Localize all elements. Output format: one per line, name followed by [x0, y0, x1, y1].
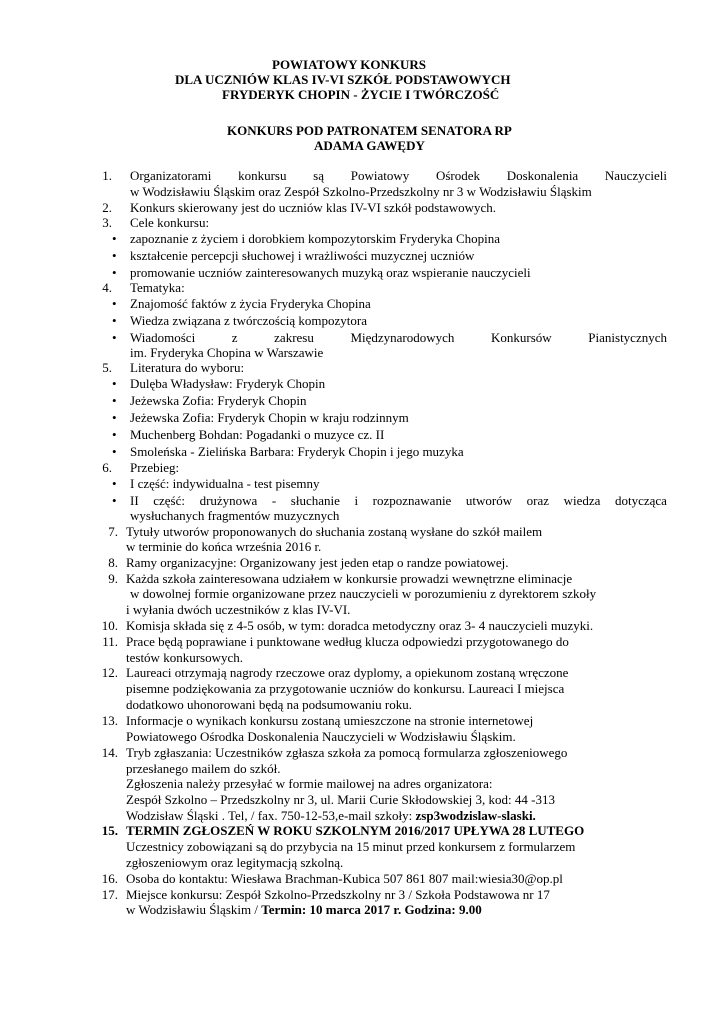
topic-2: Wiedza związana z twórczością kompozytora — [130, 313, 367, 328]
item-3: Cele konkursu: — [130, 215, 210, 230]
item-number: 2. — [102, 200, 112, 215]
item-14-line-d: Zespół Szkolno – Przedszkolny nr 3, ul. Marii Curie Skłodowskiej 3, kod: 44 -313 — [126, 792, 555, 807]
literature-4: Muchenberg Bohdan: Pogadanki o muzyce cz. II — [130, 427, 385, 442]
bullet: • — [112, 410, 117, 425]
contact-person: Osoba do kontaktu: Wiesława Brachman-Kubica 507 861 807 mail:wiesia30@op.pl — [126, 871, 563, 886]
word: dotycząca — [614, 493, 667, 508]
goal-3: promowanie uczniów zainteresowanych muzyką oraz wspieranie nauczycieli — [130, 265, 531, 280]
item-number: 9. — [108, 571, 118, 586]
item-14-line-a: Tryb zgłaszania: Uczestników zgłasza szkoła za pomocą formularza zgłoszeniowego — [126, 745, 568, 760]
bullet: • — [112, 265, 117, 280]
item-number: 14. — [101, 745, 118, 760]
bullet: • — [112, 444, 117, 459]
word: Konkursów — [491, 330, 552, 345]
word: słuchanie — [290, 493, 340, 508]
word: utworów — [465, 493, 513, 508]
item-14-line-e — [126, 808, 536, 824]
item-1-line-a — [130, 168, 667, 184]
item-7-line-a: Tytuły utworów proponowanych do słuchania zostaną wysłane do szkół mailem — [126, 524, 543, 539]
venue-text: w Wodzisławiu Śląskim / — [126, 902, 262, 917]
bullet: • — [112, 493, 117, 508]
item-number: 7. — [108, 524, 118, 539]
item-9-line-c: i wyłania dwóch uczestników z klas IV-VI. — [126, 602, 351, 617]
word: Doskonalenia — [506, 168, 579, 183]
word: drużynowa — [199, 493, 258, 508]
title-line-2: DLA UCZNIÓW KLAS IV-VI SZKÓŁ PODSTAWOWYCH — [175, 72, 511, 87]
title-line-1: POWIATOWY KONKURS — [272, 57, 426, 72]
bullet: • — [112, 476, 117, 491]
item-14-line-c: Zgłoszenia należy przesyłać w formie mailowej na adres organizatora: — [126, 776, 493, 791]
item-number: 6. — [102, 460, 112, 475]
item-12-line-b: pisemne podziękowania za przygotowanie uczniów do konkursu. Laureaci I miejsca — [126, 681, 565, 696]
item-number: 17. — [101, 887, 118, 902]
bullet: • — [112, 248, 117, 263]
topic-3-line-b: im. Fryderyka Chopina w Warszawie — [130, 345, 324, 360]
bullet: • — [112, 376, 117, 391]
item-13-line-a: Informacje o wynikach konkursu zostaną umieszczone na stronie internetowej — [126, 713, 534, 728]
event-date-time: Termin: 10 marca 2017 r. Godzina: 9.00 — [261, 902, 482, 917]
word: z — [231, 330, 238, 345]
word: są — [313, 168, 325, 183]
item-1-line-b: w Wodzisławiu Śląskim oraz Zespół Szkolno-Przedszkolny nr 3 w Wodzisławiu Śląskim — [130, 184, 592, 199]
item-7-line-b: w terminie do końca września 2016 r. — [126, 539, 322, 554]
school-email: zsp3wodzislaw-slaski. — [415, 808, 536, 823]
word: konkursu — [238, 168, 287, 183]
word: wiedza — [563, 493, 601, 508]
literature-1: Dulęba Władysław: Fryderyk Chopin — [130, 376, 326, 391]
item-9-line-a: Każda szkoła zainteresowana udziałem w konkursie prowadzi wewnętrzne eliminacje — [126, 571, 573, 586]
word: Nauczycieli — [604, 168, 667, 183]
bullet: • — [112, 330, 117, 345]
bullet: • — [112, 296, 117, 311]
goal-1: zapoznanie z życiem i dorobkiem kompozytorskim Fryderyka Chopina — [130, 231, 501, 246]
item-number: 11. — [102, 634, 118, 649]
literature-5: Smoleńska - Zielińska Barbara: Fryderyk Chopin i jego muzyka — [130, 444, 464, 459]
item-number: 5. — [102, 360, 112, 375]
word: Organizatorami — [130, 168, 212, 183]
patron-line-1: KONKURS POD PATRONATEM SENATORA RP — [227, 123, 512, 138]
item-13-line-b: Powiatowego Ośrodka Doskonalenia Nauczycieli w Wodzisławiu Śląskim. — [126, 729, 516, 744]
bullet: • — [112, 313, 117, 328]
stage-1: I część: indywidualna - test pisemny — [130, 476, 320, 491]
item-4: Tematyka: — [130, 280, 185, 295]
item-14-line-b: przesłanego mailem do szkół. — [126, 761, 281, 776]
word: oraz — [526, 493, 550, 508]
item-number: 16. — [101, 871, 118, 886]
literature-3: Jeżewska Zofia: Fryderyk Chopin w kraju rodzinnym — [130, 410, 409, 425]
item-6: Przebieg: — [130, 460, 180, 475]
word: zakresu — [274, 330, 314, 345]
item-number: 15. — [101, 823, 118, 838]
item-15-line-c: zgłoszeniowym oraz legitymacją szkolną. — [126, 855, 344, 870]
literature-2: Jeżewska Zofia: Fryderyk Chopin — [130, 393, 307, 408]
item-12-line-c: dodatkowo uhonorowani będą na podsumowaniu roku. — [126, 697, 412, 712]
item-11-line-a: Prace będą poprawiane i punktowane według klucza odpowiedzi przygotowanego do — [126, 634, 569, 649]
item-17-line-a: Miejsce konkursu: Zespół Szkolno-Przedszkolny nr 3 / Szkoła Podstawowa nr 17 — [126, 887, 550, 902]
patron-line-2: ADAMA GAWĘDY — [314, 138, 425, 153]
item-15-line-b: Uczestnicy zobowiązani są do przybycia na 15 minut przed konkursem z formularzem — [126, 839, 576, 854]
word: Pianistycznych — [588, 330, 667, 345]
item-number: 3. — [102, 215, 112, 230]
goal-2: kształcenie percepcji słuchowej i wrażliwości muzycznej uczniów — [130, 248, 475, 263]
contact-text: Wodzisław Śląski . Tel, / fax. 750-12-53,e-mail szkoły: — [126, 808, 416, 823]
item-number: 13. — [101, 713, 118, 728]
item-number: 1. — [102, 168, 112, 183]
item-number: 12. — [101, 665, 118, 680]
item-5: Literatura do wyboru: — [130, 360, 245, 375]
topic-1: Znajomość faktów z życia Fryderyka Chopina — [130, 296, 371, 311]
bullet: • — [112, 231, 117, 246]
word: rozpoznawanie — [372, 493, 452, 508]
stage-2-line-b: wysłuchanych fragmentów muzycznych — [130, 508, 340, 523]
item-17-line-b — [126, 902, 482, 918]
item-12-line-a: Laureaci otrzymają nagrody rzeczowe oraz dyplomy, a opiekunom zostaną wręczone — [126, 665, 569, 680]
word: Międzynarodowych — [350, 330, 455, 345]
word: część: — [153, 493, 185, 508]
topic-3-line-a — [130, 330, 667, 346]
word: Wiadomości — [130, 330, 196, 345]
word: Ośrodek — [435, 168, 480, 183]
title-line-3: FRYDERYK CHOPIN - ŻYCIE I TWÓRCZOŚĆ — [222, 87, 500, 102]
word: i — [354, 493, 359, 508]
item-10: Komisja składa się z 4-5 osób, w tym: doradca metodyczny oraz 3- 4 nauczycieli muzyki. — [126, 618, 594, 633]
item-number: 8. — [108, 555, 118, 570]
item-2: Konkurs skierowany jest do uczniów klas IV-VI szkół podstawowych. — [130, 200, 496, 215]
item-number: 10. — [101, 618, 118, 633]
word: Powiatowy — [350, 168, 410, 183]
item-11-line-b: testów konkursowych. — [126, 650, 243, 665]
stage-2-line-a — [130, 493, 667, 509]
word: II — [130, 493, 139, 508]
bullet: • — [112, 427, 117, 442]
item-9-line-b: w dowolnej formie organizowane przez nauczycieli w porozumieniu z dyrektorem szkoły — [130, 586, 597, 601]
word: - — [271, 493, 277, 508]
item-number: 4. — [102, 280, 112, 295]
bullet: • — [112, 393, 117, 408]
item-8: Ramy organizacyjne: Organizowany jest jeden etap o randze powiatowej. — [126, 555, 509, 570]
deadline-heading: TERMIN ZGŁOSZEŃ W ROKU SZKOLNYM 2016/2017 UPŁYWA 28 LUTEGO — [126, 823, 585, 838]
